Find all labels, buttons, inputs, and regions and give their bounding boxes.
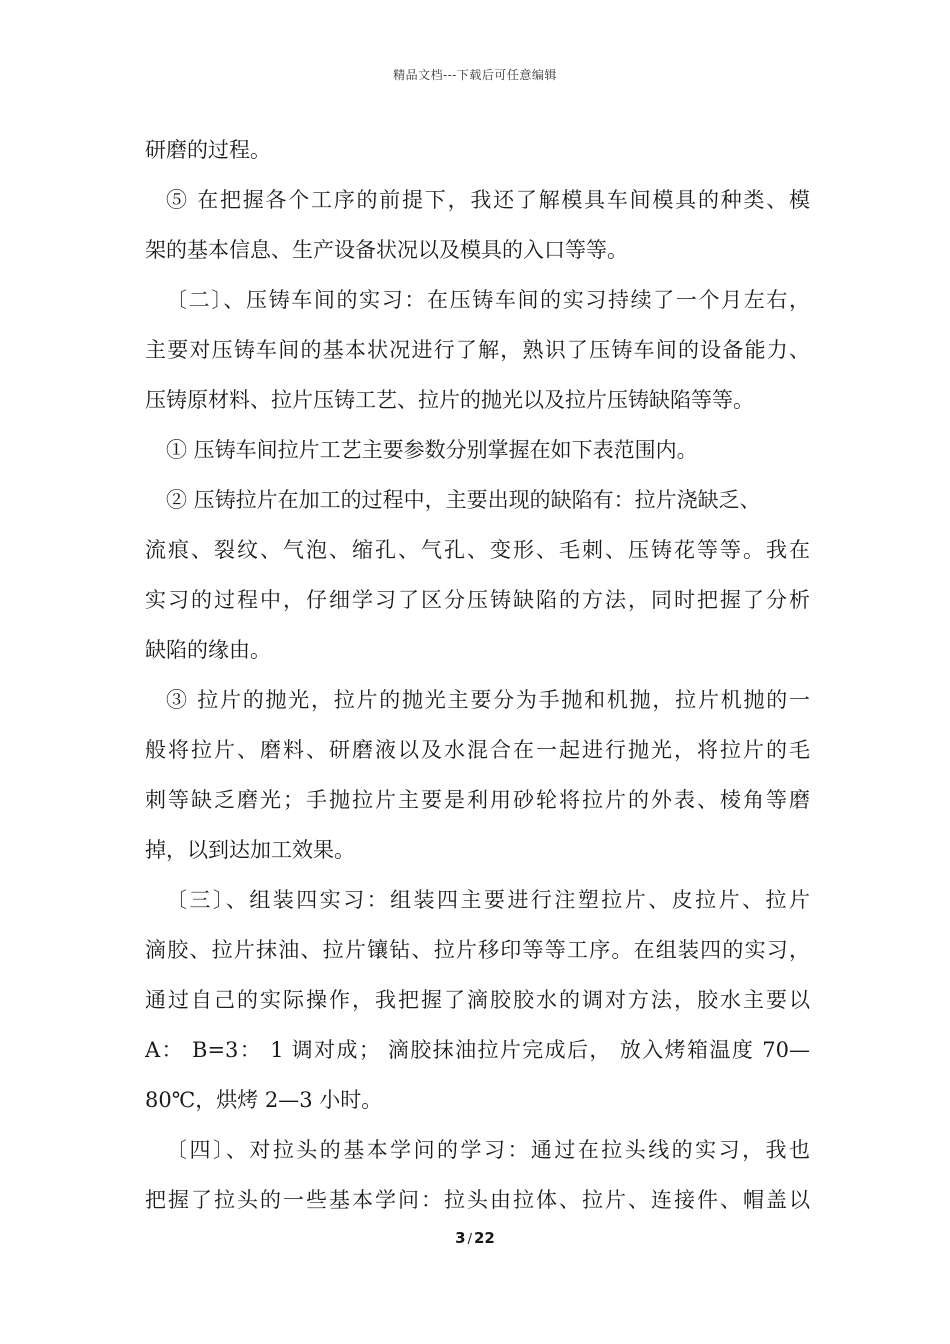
text-line: ③ 拉片的抛光，拉片的抛光主要分为手抛和机抛，拉片机抛的一 <box>166 688 810 712</box>
text-line: 架的基本信息、生产设备状况以及模具的入口等等。 <box>145 238 628 262</box>
text-line: 压铸原材料、拉片压铸工艺、拉片的抛光以及拉片压铸缺陷等等。 <box>145 388 754 412</box>
text-line: 实习的过程中，仔细学习了区分压铸缺陷的方法，同时把握了分析 <box>145 588 810 612</box>
text-line: 缺陷的缘由。 <box>145 638 271 662</box>
page-number <box>0 1229 950 1247</box>
text-line: 把握了拉头的一些基本学问：拉头由拉体、拉片、连接件、帽盖以 <box>145 1188 810 1212</box>
text-line: 研磨的过程。 <box>145 138 271 162</box>
text-line: 〔三〕、组装四实习：组装四主要进行注塑拉片、皮拉片、拉片 <box>166 888 810 912</box>
text-line: 80℃，烘烤 2—3 小时。 <box>145 1088 383 1112</box>
text-line: ⑤ 在把握各个工序的前提下，我还了解模具车间模具的种类、模 <box>166 188 810 212</box>
text-line: 刺等缺乏磨光；手抛拉片主要是利用砂轮将拉片的外表、棱角等磨 <box>145 788 810 812</box>
text-line: A： B=3： 1 调对成； 滴胶抹油拉片完成后， 放入烤箱温度 70— <box>145 1038 810 1062</box>
text-line: ② 压铸拉片在加工的过程中，主要出现的缺陷有：拉片浇缺乏、 <box>166 488 761 512</box>
total-pages-number: 22 <box>473 1229 495 1247</box>
text-line: 般将拉片、磨料、研磨液以及水混合在一起进行抛光，将拉片的毛 <box>145 738 810 762</box>
text-line: 主要对压铸车间的基本状况进行了解，熟识了压铸车间的设备能力、 <box>145 338 810 362</box>
text-line: 滴胶、拉片抹油、拉片镶钻、拉片移印等等工序。在组装四的实习， <box>145 938 810 962</box>
document-body <box>145 125 810 1225</box>
text-line: 〔四〕、对拉头的基本学问的学习：通过在拉头线的实习，我也 <box>166 1138 810 1162</box>
text-line: 掉，以到达加工效果。 <box>145 838 355 862</box>
text-line: 流痕、裂纹、气泡、缩孔、气孔、变形、毛刺、压铸花等等。我在 <box>145 538 810 562</box>
text-line: 〔二〕、压铸车间的实习：在压铸车间的实习持续了一个月左右， <box>166 288 810 312</box>
page-separator: / <box>467 1232 472 1247</box>
current-page-number: 3 <box>455 1229 466 1247</box>
text-line: 通过自己的实际操作，我把握了滴胶胶水的调对方法，胶水主要以 <box>145 988 810 1012</box>
text-line: ① 压铸车间拉片工艺主要参数分别掌握在如下表范围内。 <box>166 438 698 462</box>
page-header: 精品文档---下载后可任意编辑 <box>393 68 557 82</box>
